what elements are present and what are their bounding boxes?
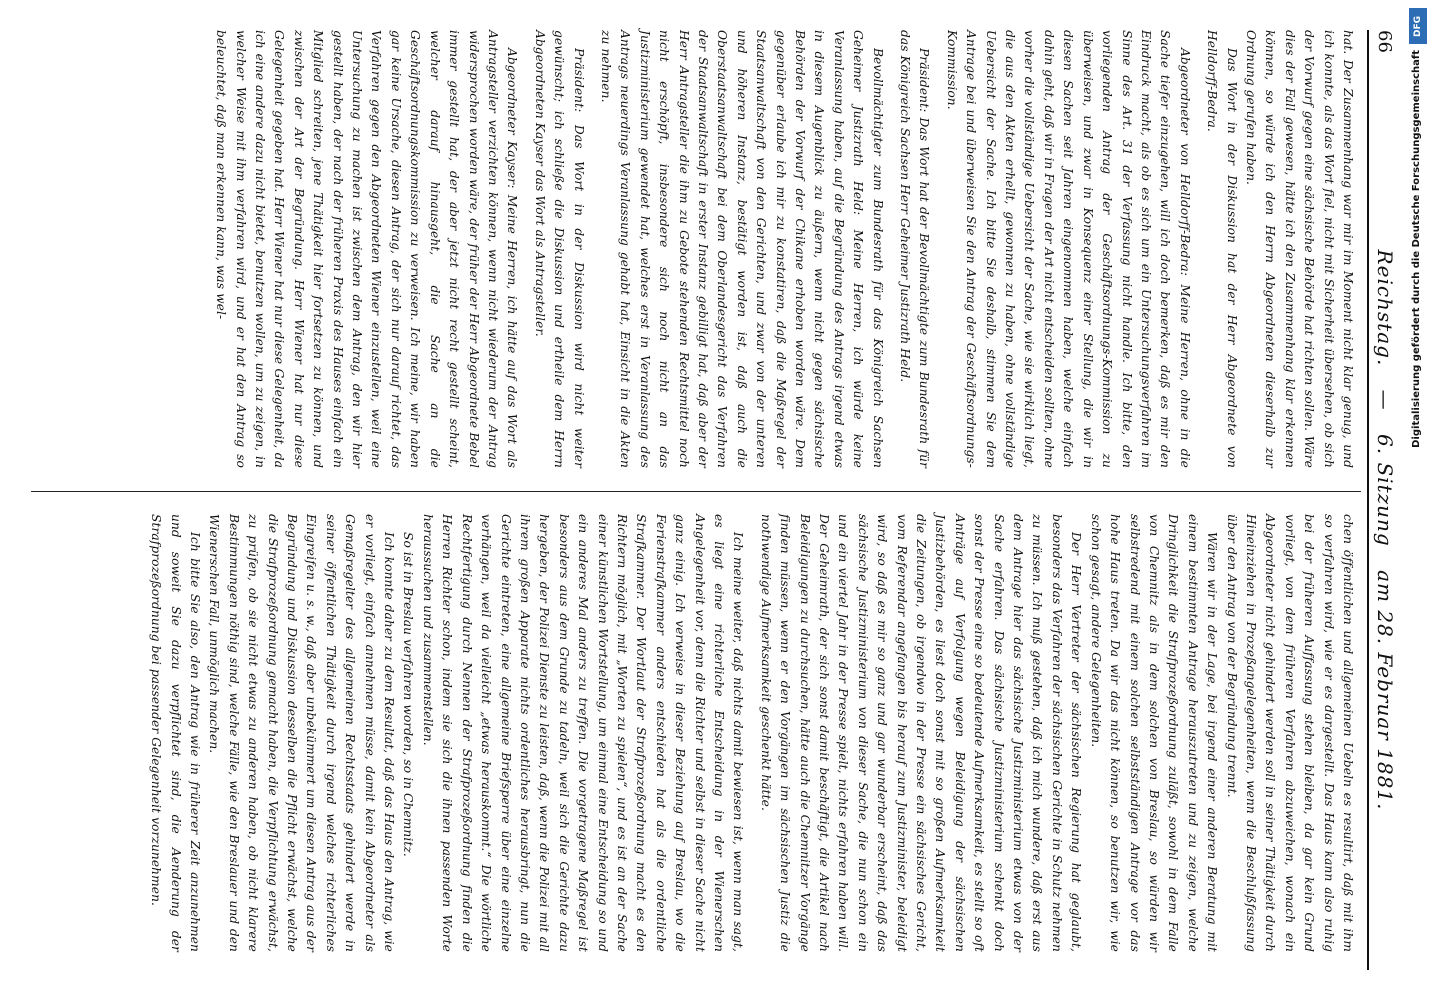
dfg-credit-text: Digitalisierung gefördert durch die Deutsche Forschungsgemeinschaft bbox=[1411, 50, 1422, 448]
paragraph-gap bbox=[1194, 30, 1202, 468]
paragraph: Präsident: Das Wort hat der Bevollmächtigte zum Bundesrath für das Königreich Sachsen Herr Geheimer Justizrath Held. bbox=[898, 30, 932, 468]
header-left: Reichstag. bbox=[1373, 249, 1397, 367]
text-column-left bbox=[211, 30, 1357, 468]
paragraph: Wären wir in der Lage, bei irgend einer anderen Beratung mit einem bestimmten Antrage herauszutreten und zu zeigen, welche Dringlichkeit die Strafprozeßordnung zuläßt, sowohl in dem Falle von Chemnitz als in dem solchen von Breslau, so würden wir selbstredend mit einem solchen selbstständigen Antrage vor das hohe Haus treten. Da wir das nicht können, so benutzen wir, wie schon gesagt, andere Gelegenheiten. bbox=[1088, 514, 1220, 952]
running-title bbox=[1373, 90, 1397, 970]
paragraph: hat. Der Zusammenhang war mir im Moment nicht klar genug, und ich konnte, als das Wort fiel, nicht mit Sicherheit übersehen, ob sich der Vorwurf gegen eine sächsische Behörde hat richten sollen. Wäre dies der Fall gewesen, hätte ich den Zusammenhang klar erkennen können, so würde ich den Herrn Abgeordneten dieserhalb zur Ordnung gerufen haben. bbox=[1243, 30, 1355, 468]
header-dash: — bbox=[1373, 389, 1397, 411]
dfg-logo: DFG bbox=[1409, 8, 1427, 44]
paragraph: chen öffentlichen und allgemeinen Uebeln es resultirt, daß mit ihm so verfahren wird, wie er es dargestellt. Das Haus kann also ruhig bei der früheren Auffassung stehen bleiben, da gar kein Grund vorliegt, von dem früheren Verfahren abzuweichen, wonach ein Abgeordneter nicht gehindert werden soll in seiner Thätigkeit durch Hineinziehen in Prozeßangelegenheiten, wenn die Beschlußfassung über den Antrag von der Begründung trennt. bbox=[1224, 514, 1355, 952]
paragraph-gap bbox=[521, 30, 529, 468]
paragraph: Bevollmächtigter zum Bundesrath für das Königreich Sachsen Geheimer Justizrath Held: Meine Herren, ich würde keine Veranlassung haben, auf die Begründung des Antrags irgend etwas in diesem Augenblick zu äußern, wenn nicht gegen sächsische Behörden der Vorwurf der Chikane erhoben worden wäre. Dem gegenüber erlaube ich mir zu konstatiren, daß die Maßregel der Staatsanwaltschaft von den Gerichten, und zwar von der unteren und höheren Instanz, bestätigt worden ist, daß auch die Oberstaatsanwaltschaft bei dem Oberlandesgericht das Verfahren der Staatsanwaltschaft in erster Instanz gebilligt hat, daß aber der Herr Antragsteller die ihm zu Gebote stehenden Rechtsmittel noch nicht erschöpft, insbesondere sich noch nicht an das Justizministerium gewendet hat, welches erst in Veranlassung des Antrags neuerdings Veranlassung gehabt hat, Einsicht in die Akten zu nehmen. bbox=[598, 30, 885, 468]
header-date: am 28. Februar 1881. bbox=[1373, 570, 1397, 811]
paragraph: So ist in Breslau verfahren worden, so in Chemnitz. bbox=[401, 532, 416, 857]
dfg-attribution bbox=[1406, 0, 1430, 600]
paragraph-gap bbox=[933, 30, 941, 468]
paragraph: Das Wort in der Diskussion hat der Herr Abgeordnete von Helldorff-Bedra. bbox=[1205, 30, 1239, 468]
paragraph: Präsident: Das Wort in der Diskussion wird nicht weiter gewünscht; ich schließe die Diskussion und ertheile dem Herrn Abgeordneten Kayser das Wort als Antragsteller. bbox=[532, 30, 586, 468]
rotated-newspaper-sheet bbox=[31, 30, 1401, 970]
paragraph: Der Herr Vertreter der sächsischen Regierung hat geglaubt, besonders das Verfahren der sächsischen Gerichte in Schutz nehmen zu müssen. Ich muß gestehen, daß ich mich wundere, daß erst aus dem Antrage hier das sächsische Justizministerium etwas von der Sache erfahren. Das sächsische Justizministerium schenkt doch sonst der Presse eine so bedeutende Aufmerksamkeit, es stellt so oft Anträge auf Verfolgung wegen Beleidigung der sächsischen Justizbehörden, es liest doch sonst mit so großen Aufmerksamkeit die Zeitungen, ob irgendwo in der Presse ein sächsisches Gericht, vom Referendar angefangen bis herauf zum Justizminister, beleidigt wird, so daß es mir so ganz und gar wunderbar erscheint, daß das sächsische Justizministerium von dieser Sache, die nun schon ein und ein viertel Jahr in der Presse spielt, nichts erfahren haben will. Der Geheimrath, der sich sonst damit beschäftigt, die Artikel nach Beleidigungen zu durchsuchen, hätte auch die Chemnitzer Vorgänge finden müssen, wenn er den Vorgängen im sächsischen Justiz die nothwendige Aufmerksamkeit geschenkt hätte. bbox=[758, 514, 1084, 952]
text-column-right bbox=[146, 514, 1357, 952]
running-header bbox=[1367, 30, 1401, 970]
paragraph-gap bbox=[747, 514, 755, 952]
paragraph-gap bbox=[887, 30, 895, 468]
paragraph: Abgeordneter von Helldorff-Bedra: Meine Herren, ohne in die Sache tiefer einzugehen, will ich doch bemerken, daß es mir den Eindruck macht, als ob es sich um ein Untersuchungsverfahren im Sinne des Art. 31 der Verfassung nicht handle. Ich bitte, den vorliegenden Antrag der Geschäftsordnungs-Kommission zu überweisen, und zwar in Konsequenz einer Stellung, die wir in diesen Sachen seit Jahren eingenommen haben, welche einfach dahin geht, daß wir in Fragen der Art nicht entscheiden sollten, ohne vorher die vollständige Uebersicht der Sache, wie sie wirklich liegt, die aus den Akten erhellt, gewonnen zu haben, ohne vollständige Uebersicht der Sache. Ich bitte Sie deshalb, stimmen Sie dem Antrage bei und überweisen Sie den Antrag der Geschäftsordnungs-Kommission. bbox=[944, 30, 1192, 468]
header-session: 6. Sitzung bbox=[1373, 434, 1397, 547]
page-number: 66 bbox=[1374, 30, 1395, 53]
paragraph: Ich bitte Sie also, den Antrag wie in früherer Zeit anzunehmen und soweit Sie dazu verpflichtet sind, die Aenderung der Strafprozeßordnung bei passender Gelegenheit vorzunehmen. bbox=[149, 514, 203, 952]
header-rule bbox=[1367, 30, 1369, 970]
paragraph: Ich konnte daher zu dem Resultat, daß das Haus den Antrag, wie er vorliegt, einfach annehmen müsse, damit kein Abgeordneter als Gemaßregelter des allgemeinen Rechtsstaats gehindert werde in seiner öffentlichen Thätigkeit durch irgend welches richterliches Eingreifen u. s. w., daß aber unbekümmert um diesen Antrag aus der Begründung und Diskussion desselben die Pflicht erwächst, welche die Strafprozeßordnung gemacht haben, die Verpflichtung erwächst, zu prüfen, ob sie nicht etwas zu anderen haben, ob nicht klarere Bestimmungen nöthig sind, welche Fälle, wie den Breslauer und den Wienerschen Fall, unmöglich machen. bbox=[207, 514, 397, 952]
paragraph: Ich meine weiter, daß nichts damit bewiesen ist, wenn man sagt, es liegt eine richterliche Entscheidung in der Wienerschen Angelegenheit vor, denn die Richter und selbst in dieser Sache nicht ganz einig. Ich verweise in dieser Beziehung auf Breslau, wo die Ferienstrafkammer anders entschieden hat als die ordentliche Strafkammer. Der Wortlaut der Strafprozeßordnung macht es den Richtern möglich, mit „Worten zu spielen“, und es ist an der Sache einer künstlichen Wortstellung, um einmal eine Entscheidung so und ein anderes Mal anders zu treffen. Die vorgetragene Maßregel ist besonders aus dem Grunde zu tadeln, weil sich die Gerichte dazu hergeben, der Polizei Dienste zu leisten, daß, wenn die Polizei mit all ihrem großen Apparate nichts ordentliches herausbringt, nun die Gerichte eintreten, eine allgemeine Briefsperre über eine einzelne verhängen, weil da vielleicht „etwas herauskommt.“ Die wörtliche Rechtfertigung durch Nennen der Strafprozeßordnung finden die Herren Richter schon, indem sie sich die ihnen passenden Worte heraussuchen und zusammenstellen. bbox=[420, 514, 746, 952]
paragraph: Abgeordneter Kayser: Meine Herren, ich hätte auf das Wort als Antragsteller verzichten können, wenn nicht wiederum der Antrag widersprochen worden wäre, der früher der Herr Abgeordnete Bebel immer gestellt hat, der aber jetzt nicht recht gestellt scheint, welcher darauf hinausgeht, die Sache an die Geschäftsordnungskommission zu verweisen. Ich meine, wir haben gar keine Ursache, diesen Antrag, der sich nur darauf richtet, das Verfahren gegen den Abgeordneten Wiener einzustellen, weil eine Untersuchung zu machen ist zwischen dem Antrag, den wir hier gestellt haben, der nach der früheren Praxis des Hauses einfach ein Mitglied schreiten, jene Thätigkeit hier fortsetzen zu können, und zwischen der Art der Begründung. Herr Wiener hat nur diese Gelegenheit gegeben hat. Herr Wiener hat nur diese Gelegenheit, da ich eine andere dazu nicht bietet, benutzen wollen, um zu zeigen, in welcher Weise mit ihm verfahren wird, und er hat den Antrag so beleuchtet, daß man erkennen kann, was wel- bbox=[214, 30, 520, 468]
paragraph-gap bbox=[588, 30, 596, 468]
column-separator bbox=[31, 491, 1361, 492]
